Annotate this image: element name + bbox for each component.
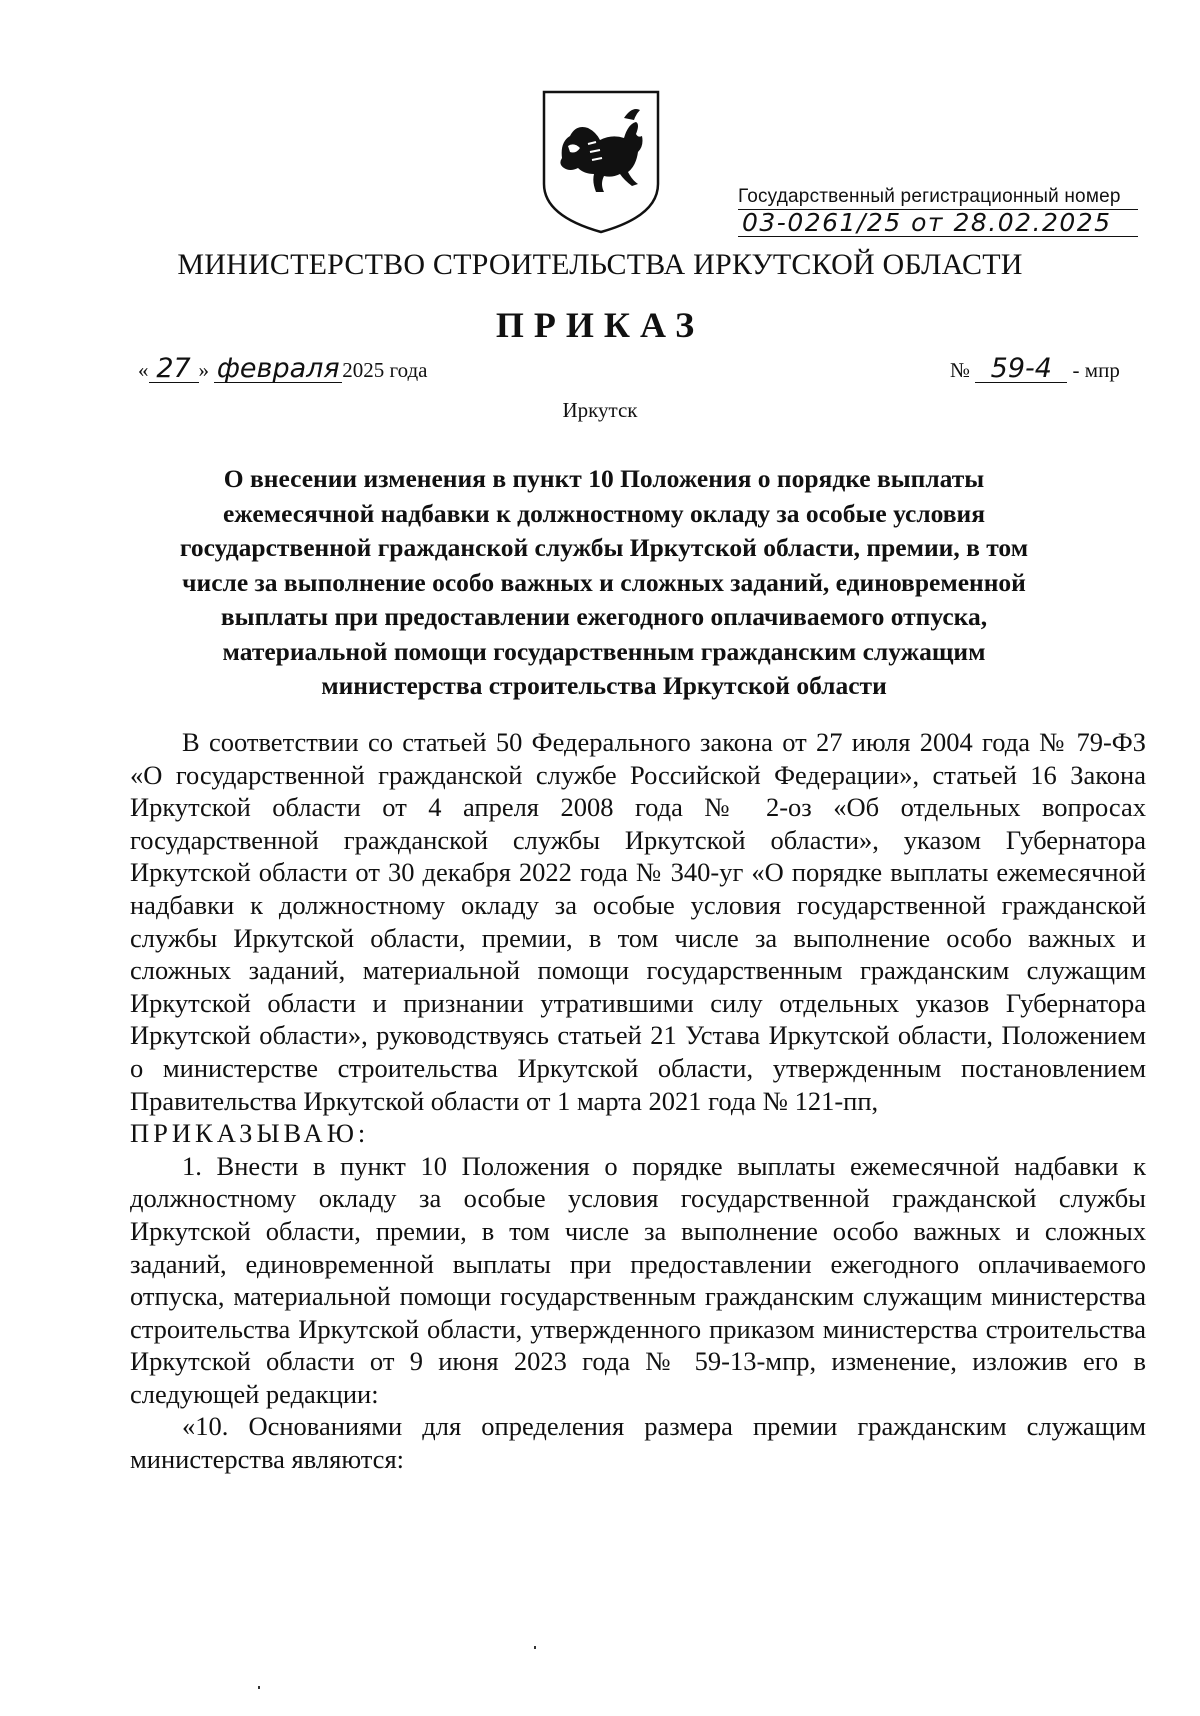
date-day: 27 (149, 356, 199, 383)
scan-speck (258, 1686, 260, 1689)
number-prefix: № (950, 358, 971, 382)
item-1-paragraph: 1. Внести в пункт 10 Положения о порядке выплаты ежемесячной надбавки к должностному окладу за особые условия государственной гражданской службы Иркутской области, премии, в том числе за выполнение особо важных и сложных заданий, единовременной выплаты при предоставлении ежегодного оплачиваемого отпуска, материальной помощи государственным гражданским служащим министерства строительства Иркутской области, утвержденного приказом министерства строительства Иркутской области от 9 июня 2023 года № 59-13-мпр, изменение, изложив его в следующей редакции: (130, 1150, 1146, 1409)
number-value: 59-4 (975, 356, 1067, 383)
order-date (138, 353, 428, 384)
registration-block (738, 186, 1138, 237)
date-open-quote: « (138, 358, 149, 382)
number-suffix: - мпр (1072, 358, 1120, 382)
date-year: 2025 года (342, 358, 428, 382)
order-body (130, 726, 1146, 1476)
order-subject: О внесении изменения в пункт 10 Положения о порядке выплаты ежемесячной надбавки к должностному окладу за особые условия государственной гражданской службы Иркутской области, премии, в том числе за выполнение особо важных и сложных заданий, единовременной выплаты при предоставлении ежегодного оплачиваемого отпуска, материальной помощи государственным гражданским служащим министерства строительства Иркутской области (179, 464, 1029, 700)
city-name: Иркутск (562, 398, 638, 422)
coat-of-arms-icon (540, 88, 662, 236)
scan-speck (534, 1646, 536, 1649)
order-word: ПРИКАЗЫВАЮ: (130, 1118, 370, 1149)
ministry-name: МИНИСТЕРСТВО СТРОИТЕЛЬСТВА ИРКУТСКОЙ ОБЛАСТИ (177, 248, 1023, 281)
date-close-quote: » (198, 358, 209, 382)
item-10-paragraph: «10. Основаниями для определения размера премии гражданским служащим министерства являются: (130, 1411, 1146, 1475)
document-type-title: ПРИКАЗ (495, 305, 705, 345)
registration-label: Государственный регистрационный номер (738, 186, 1138, 210)
registration-number: 03-0261/25 от 28.02.2025 (738, 210, 1138, 237)
date-month: февраля (214, 356, 342, 383)
order-number (950, 353, 1120, 384)
preamble-paragraph: В соответствии со статьей 50 Федерального закона от 27 июля 2004 года № 79-ФЗ «О государственной гражданской службе Российской Федерации», статьей 16 Закона Иркутской области от 4 апреля 2008 года № 2-оз «Об отдельных вопросах государственной гражданской службы Иркутской области», указом Губернатора Иркутской области от 30 декабря 2022 года № 340-уг «О порядке выплаты ежемесячной надбавки к должностному окладу за особые условия государственной гражданской службы Иркутской области, премии, в том числе за выполнение особо важных и сложных заданий, материальной помощи государственным гражданским служащим Иркутской области и признании утратившими силу отдельных указов Губернатора Иркутской области», руководствуясь статьей 21 Устава Иркутской области, Положением о министерстве строительства Иркутской области, утвержденным постановлением Правительства Иркутской области от 1 марта 2021 года № 121-пп, (130, 727, 1146, 1116)
